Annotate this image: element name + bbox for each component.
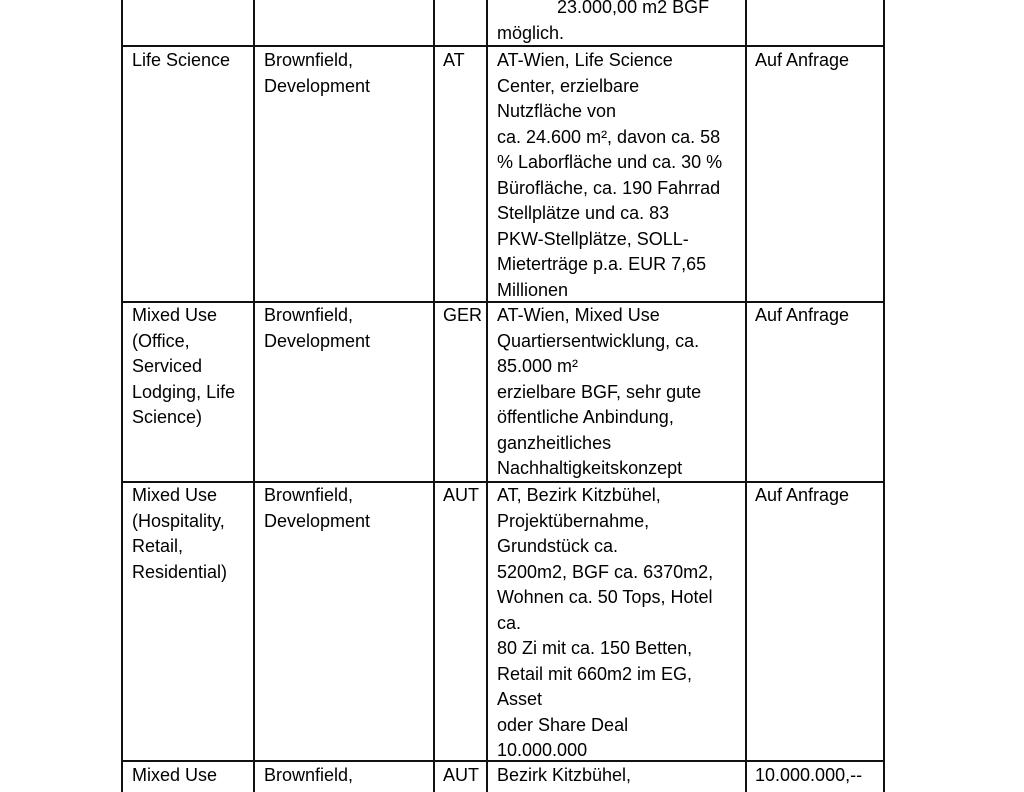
table-column-divider [253,0,255,792]
category-line: Serviced [132,356,203,376]
category-line: Mixed Use [132,765,218,785]
table-column-divider [486,0,488,792]
type-line: Brownfield, [264,305,354,325]
description-line: AT-Wien, Life Science [497,50,673,70]
table-row-1-type [264,48,370,99]
description-line: 5200m2, BGF ca. 6370m2, [497,561,714,582]
description-line: AT, Bezirk Kitzbühel, [497,485,661,505]
category-line: Lodging, Life [132,381,236,402]
description-line: Asset [497,689,543,709]
table-border-right [883,0,885,792]
category-line: Residential) [132,561,228,582]
table-row-4-country: AUT [443,765,479,785]
table-row-4-description [497,763,631,789]
description-line: ganzheitliches [497,432,612,453]
description-line: 80 Zi mit ca. 150 Betten, [497,638,693,658]
description-line: % Laborfläche und ca. 30 % [497,152,723,172]
description-line: PKW-Stellplätze, SOLL- [497,228,689,249]
table-row-3-type [264,483,370,534]
category-line: Retail, [132,536,184,556]
description-line: 85.000 m² [497,356,579,376]
description-line: ca. 24.600 m², davon ca. 58 [497,126,721,147]
description-line: Retail mit 660m2 im EG, [497,663,693,684]
table-row-2-type [264,303,370,354]
type-line: Development [264,75,371,96]
table-border-left [121,0,123,792]
table-column-divider [745,0,747,792]
description-line: Bürofläche, ca. 190 Fahrrad [497,177,721,198]
description-line: Center, erzielbare [497,75,640,96]
description-line: erzielbare BGF, sehr gute [497,381,702,402]
table-row-3-price: Auf Anfrage [755,485,850,505]
table-row-1-price: Auf Anfrage [755,50,850,70]
category-line: (Office, [132,330,190,351]
description-line: Wohnen ca. 50 Tops, Hotel [497,587,713,607]
description-line: Millionen [497,279,569,300]
table-row-3-country: AUT [443,485,479,505]
description-line: Grundstück ca. [497,536,619,556]
description-line: 10.000.000 [497,740,588,760]
category-line: Life Science [132,50,231,70]
type-line: Development [264,510,371,531]
description-line: Nachhaltigkeitskonzept [497,458,683,478]
table-row-2-description [497,303,701,482]
description-line: ca. [497,612,522,633]
top-row-description [497,0,709,46]
table-row-1-country: AT [443,50,465,70]
description-line: möglich. [497,22,565,43]
description-line: AT-Wien, Mixed Use [497,305,660,325]
table-row-1-category [132,48,230,74]
description-line: oder Share Deal [497,714,629,735]
category-line: Science) [132,407,203,427]
description-line: öffentliche Anbindung, [497,407,674,427]
table-row-3-description [497,483,713,764]
table-row-4-category [132,763,217,789]
table-row-2-country: GER [443,305,483,325]
type-line: Brownfield, [264,765,354,785]
table-row-4-price: 10.000.000,-- [755,765,863,785]
table-row-3-category [132,483,227,585]
description-line: 23.000,00 m2 BGF [557,0,710,17]
table-row-4-type [264,763,353,789]
category-line: (Hospitality, [132,510,225,531]
category-line: Mixed Use [132,485,218,505]
description-line: Bezirk Kitzbühel, [497,765,632,785]
description-line: Quartiersentwicklung, ca. [497,330,700,351]
type-line: Development [264,330,371,351]
table-column-divider [433,0,435,792]
type-line: Brownfield, [264,50,354,70]
table-row-2-category [132,303,235,431]
description-line: Projektübernahme, [497,510,650,531]
table-row-2-price: Auf Anfrage [755,305,850,325]
type-line: Brownfield, [264,485,354,505]
description-line: Nutzfläche von [497,101,617,121]
description-line: Stellplätze und ca. 83 [497,203,670,223]
category-line: Mixed Use [132,305,218,325]
table-row-1-description [497,48,722,303]
description-line: Mieterträge p.a. EUR 7,65 [497,254,707,274]
